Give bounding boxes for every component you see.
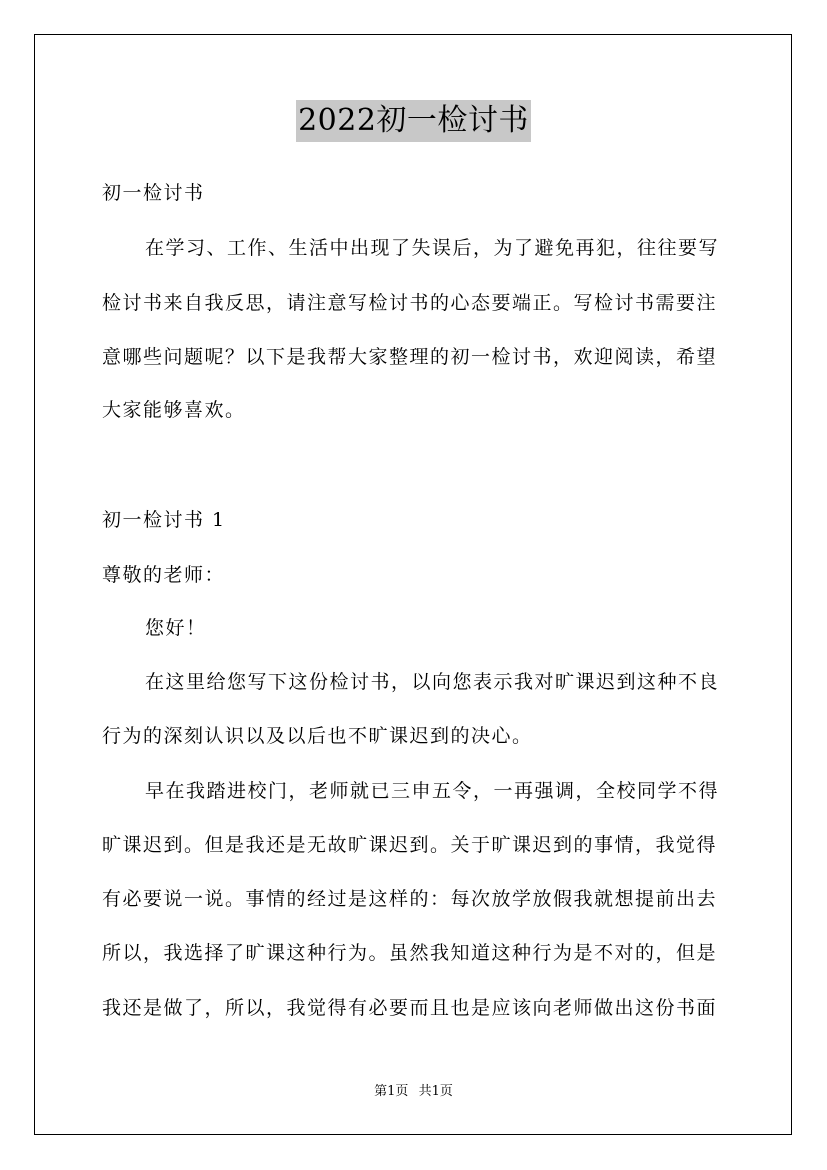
paragraph-line: 我还是做了，所以，我觉得有必要而且也是应该向老师做出这份书面 bbox=[102, 997, 718, 1019]
section-heading: 初一检讨书 1 bbox=[102, 509, 226, 531]
document-title: 2022初一检讨书 bbox=[296, 100, 531, 142]
paragraph-line: 有必要说一说。事情的经过是这样的：每次放学放假我就想提前出去 bbox=[102, 888, 718, 910]
title-container bbox=[0, 100, 827, 142]
page-total: 共1页 bbox=[418, 1084, 453, 1099]
paragraph-line: 在这里给您写下这份检讨书，以向您表示我对旷课迟到这种不良 bbox=[145, 671, 720, 693]
page-number: 第1页 bbox=[374, 1084, 409, 1099]
salutation: 尊敬的老师： bbox=[102, 564, 226, 586]
paragraph-line: 所以，我选择了旷课这种行为。虽然我知道这种行为是不对的，但是 bbox=[102, 942, 718, 964]
paragraph-line: 检讨书来自我反思，请注意写检讨书的心态要端正。写检讨书需要注 bbox=[102, 292, 718, 314]
paragraph-line: 旷课迟到。但是我还是无故旷课迟到。关于旷课迟到的事情，我觉得 bbox=[102, 834, 718, 856]
paragraph-line: 早在我踏进校门，老师就已三申五令，一再强调，全校同学不得 bbox=[145, 780, 720, 802]
paragraph-line: 在学习、工作、生活中出现了失误后，为了避免再犯，往往要写 bbox=[145, 237, 720, 259]
greeting: 您好！ bbox=[145, 617, 207, 639]
paragraph-line: 行为的深刻认识以及以后也不旷课迟到的决心。 bbox=[102, 725, 533, 747]
subtitle: 初一检讨书 bbox=[102, 182, 205, 204]
paragraph-line: 大家能够喜欢。 bbox=[102, 399, 246, 421]
paragraph-line: 意哪些问题呢？以下是我帮大家整理的初一检讨书，欢迎阅读，希望 bbox=[102, 346, 718, 368]
page-footer bbox=[0, 1084, 827, 1100]
